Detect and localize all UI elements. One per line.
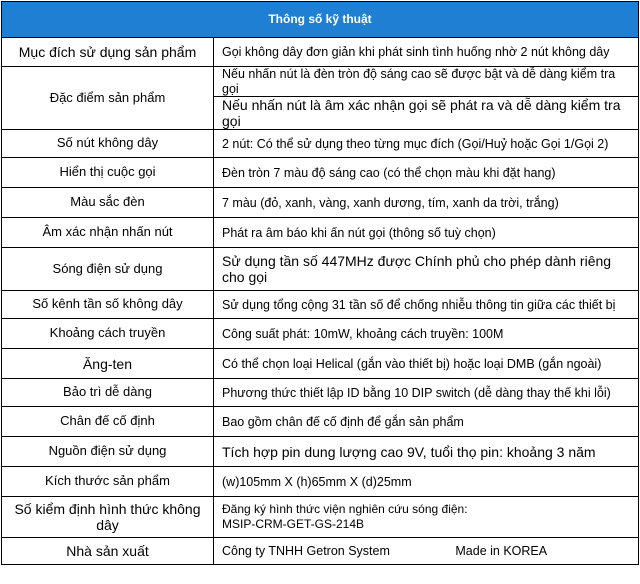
table-row [2, 349, 639, 379]
row-value: Bao gồm chân đế cố định để gắn sản phẩm [214, 407, 639, 437]
row-label: Số kiểm định hình thức không dây [2, 497, 214, 538]
row-label: Màu sắc đèn [2, 188, 214, 218]
row-value: Nếu nhấn nút là đèn tròn độ sáng cao sẽ được bật và dễ dàng kiểm tra gọi [214, 67, 639, 97]
row-label: Số nút không dây [2, 130, 214, 158]
row-value-line: MSIP-CRM-GET-GS-214B [222, 517, 365, 532]
origin-text: Made in KOREA [455, 544, 548, 558]
row-label: Bảo trì dễ dàng [2, 379, 214, 407]
row-label: Âm xác nhận nhấn nút [2, 218, 214, 248]
row-value [214, 538, 639, 565]
row-value: Nếu nhấn nút là âm xác nhận gọi sẽ phát ra và dễ dàng kiểm tra gọi [214, 97, 639, 130]
row-value: Công suất phát: 10mW, khoảng cách truyền: 100M [214, 319, 639, 349]
row-value: 7 màu (đỏ, xanh, vàng, xanh dương, tím, xanh da trời, trắng) [214, 188, 639, 218]
row-value: Đèn tròn 7 màu độ sáng cao (có thể chọn màu khi đặt hang) [214, 158, 639, 188]
row-label: Nhà sản xuất [2, 538, 214, 565]
row-value [214, 497, 639, 538]
table-row [2, 407, 639, 437]
row-label: Mục đích sử dụng sản phẩm [2, 38, 214, 67]
row-value: Phát ra âm báo khi ấn nút gọi (thông số tuỳ chọn) [214, 218, 639, 248]
row-value: Có thể chọn loại Helical (gắn vào thiết bị) hoặc loại DMB (gắn ngoài) [214, 349, 639, 379]
row-label: Hiển thị cuộc gọi [2, 158, 214, 188]
table-row [2, 437, 639, 467]
table-row [2, 467, 639, 497]
table-row [2, 218, 639, 248]
table-row [2, 538, 639, 565]
manufacturer-name: Công ty TNHH Getron System [222, 544, 390, 558]
table-title: Thông số kỹ thuật [2, 2, 639, 38]
row-value: Sử dụng tần số 447MHz được Chính phủ cho phép dành riêng cho gọi [214, 248, 639, 291]
row-value: Sử dụng tổng cộng 31 tần số để chống nhiễu thông tin giữa các thiết bị [214, 291, 639, 319]
table-row [2, 497, 639, 538]
table-row [2, 158, 639, 188]
row-label: Đặc điểm sản phẩm [2, 67, 214, 130]
table-row [2, 379, 639, 407]
row-value: 2 nút: Có thể sử dụng theo từng mục đích (Gọi/Huỷ hoặc Gọi 1/Gọi 2) [214, 130, 639, 158]
row-value: Phương thức thiết lập ID bằng 10 DIP switch (dễ dàng thay thế khi lỗi) [214, 379, 639, 407]
row-value-line: Đăng ký hình thức viện nghiên cứu sóng điện: [222, 502, 468, 517]
table-row [2, 38, 639, 67]
row-label: Sóng điện sử dụng [2, 248, 214, 291]
table-row [2, 319, 639, 349]
table-row [2, 248, 639, 291]
row-label: Số kênh tần số không dây [2, 291, 214, 319]
row-label: Nguồn điện sử dụng [2, 437, 214, 467]
row-label: Khoảng cách truyền [2, 319, 214, 349]
spec-table [1, 1, 639, 565]
row-label: Chân đế cố định [2, 407, 214, 437]
table-row [2, 291, 639, 319]
table-row [2, 67, 639, 97]
table-header-row [2, 2, 639, 38]
row-label: Kích thước sản phẩm [2, 467, 214, 497]
row-value: Gọi không dây đơn giản khi phát sinh tình huống nhờ 2 nút không dây [214, 38, 639, 67]
table-row [2, 130, 639, 158]
row-label: Ăng-ten [2, 349, 214, 379]
row-value: Tích hợp pin dung lượng cao 9V, tuổi thọ pin: khoảng 3 năm [214, 437, 639, 467]
row-value: (w)105mm X (h)65mm X (d)25mm [214, 467, 639, 497]
table-row [2, 188, 639, 218]
